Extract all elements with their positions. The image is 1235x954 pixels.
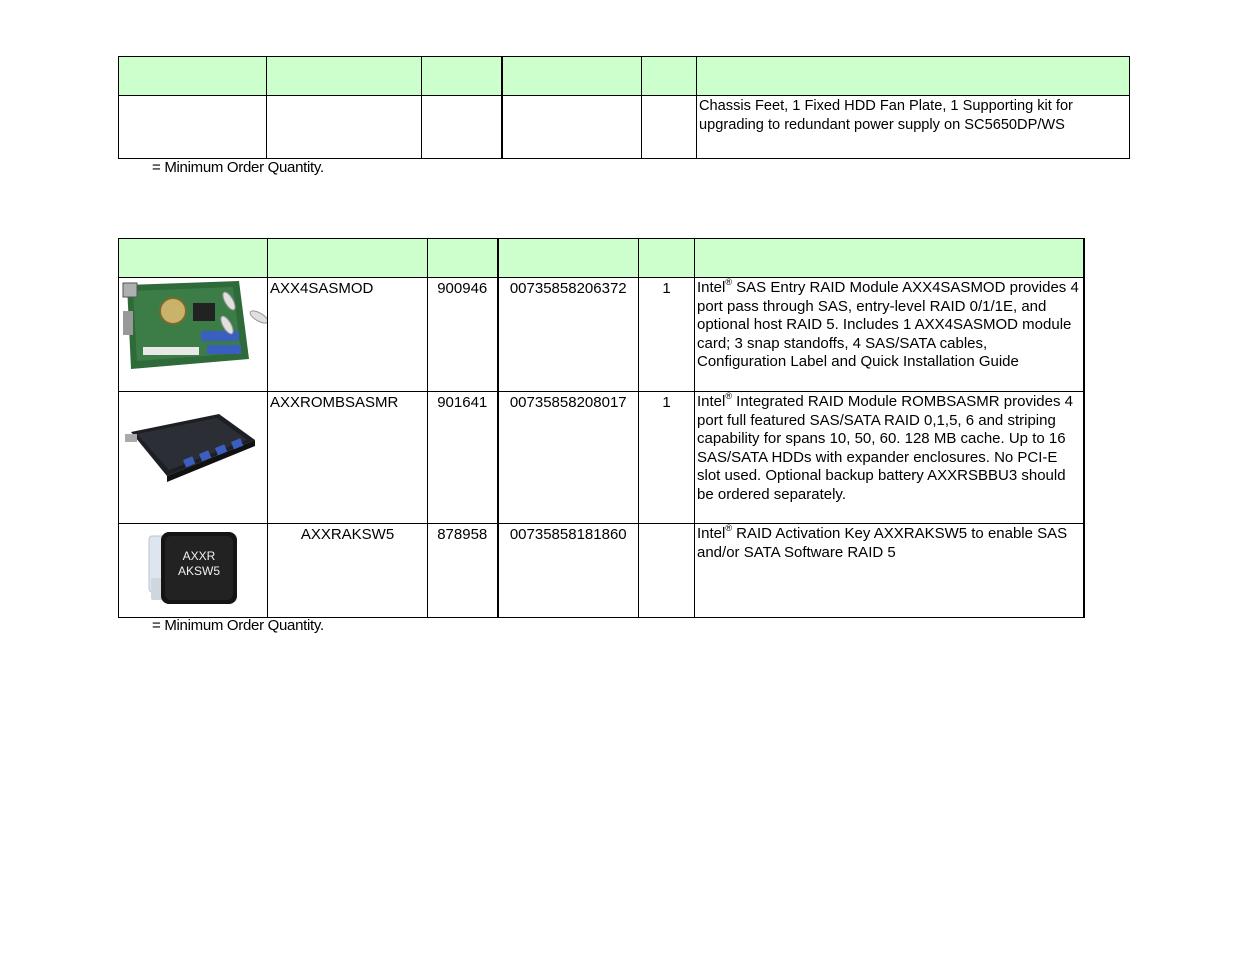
header-cell	[119, 239, 268, 278]
key-label-line1: AXXR	[182, 549, 216, 563]
table-row	[119, 524, 1084, 618]
moq-cell	[639, 524, 695, 618]
registered-mark: ®	[725, 391, 732, 401]
image-cell	[119, 96, 267, 159]
raid-module-table	[118, 238, 1085, 618]
mm-number-cell: 878958	[428, 524, 498, 618]
product-code-cell	[267, 96, 422, 159]
accessory-table-1	[118, 56, 1130, 159]
description-text: Integrated RAID Module ROMBSASMR provides 4 port full featured SAS/SATA RAID 0,1,5, 6 and striping capability for spans 10, 50, 60. 128 MB cache. Up to 16 SAS/SATA HDDs with expander enclosures. No PCI-E slot used. Optional backup battery AXXRSBBU3 should be ordered separately.	[697, 393, 1073, 503]
integrated-raid-module-image	[123, 410, 263, 490]
table-row	[119, 392, 1084, 524]
moq-cell: 1	[639, 392, 695, 524]
table-header-row	[119, 239, 1084, 278]
image-cell	[119, 278, 268, 392]
upc-cell: 00735858181860	[498, 524, 639, 618]
mm-number-cell: 901641	[428, 392, 498, 524]
header-cell	[639, 239, 695, 278]
moq-cell: 1	[639, 278, 695, 392]
registered-mark: ®	[725, 277, 732, 287]
mm-number-cell	[422, 96, 502, 159]
image-cell	[119, 524, 268, 618]
description-cell	[695, 524, 1084, 618]
moq-cell	[642, 96, 697, 159]
product-code-cell: AXX4SASMOD	[268, 278, 428, 392]
upc-cell: 00735858208017	[498, 392, 639, 524]
upc-cell: 00735858206372	[498, 278, 639, 392]
table-header-row	[119, 57, 1130, 96]
upc-cell	[502, 96, 642, 159]
header-cell	[697, 57, 1130, 96]
image-cell	[119, 392, 268, 524]
header-cell	[267, 57, 422, 96]
brand-name: Intel	[697, 279, 726, 296]
sas-module-board-image	[121, 281, 267, 371]
header-cell	[422, 57, 502, 96]
description-cell	[697, 96, 1130, 159]
header-cell	[642, 57, 697, 96]
moq-footnote: = Minimum Order Quantity.	[152, 617, 324, 634]
header-cell	[695, 239, 1084, 278]
header-cell	[502, 57, 642, 96]
description-cell	[695, 278, 1084, 392]
table-row	[119, 96, 1130, 159]
description-text: RAID Activation Key AXXRAKSW5 to enable SAS and/or SATA Software RAID 5	[697, 525, 1068, 561]
mm-number-cell: 900946	[428, 278, 498, 392]
raid-activation-key-image	[145, 530, 245, 610]
key-label-line2: AKSW5	[177, 564, 221, 578]
header-cell	[498, 239, 639, 278]
description-cell	[695, 392, 1084, 524]
description-text: Chassis Feet, 1 Fixed HDD Fan Plate, 1 Supporting kit for upgrading to redundant power supply on SC5650DP/WS	[699, 98, 1073, 133]
description-text: SAS Entry RAID Module AXX4SASMOD provides 4 port pass through SAS, entry-level RAID 0/1/1E, and optional host RAID 5. Includes 1 AXX4SASMOD module card; 3 snap standoffs, 4 SAS/SATA cables, Configuration Label and Quick Installation Guide	[697, 279, 1079, 370]
product-code-cell: AXXROMBSASMR	[268, 392, 428, 524]
header-cell	[268, 239, 428, 278]
table-row	[119, 278, 1084, 392]
header-cell	[119, 57, 267, 96]
brand-name: Intel	[697, 393, 726, 410]
product-code-cell: AXXRAKSW5	[268, 524, 428, 618]
moq-footnote: = Minimum Order Quantity.	[152, 159, 324, 176]
registered-mark: ®	[725, 523, 732, 533]
header-cell	[428, 239, 498, 278]
brand-name: Intel	[697, 525, 726, 542]
